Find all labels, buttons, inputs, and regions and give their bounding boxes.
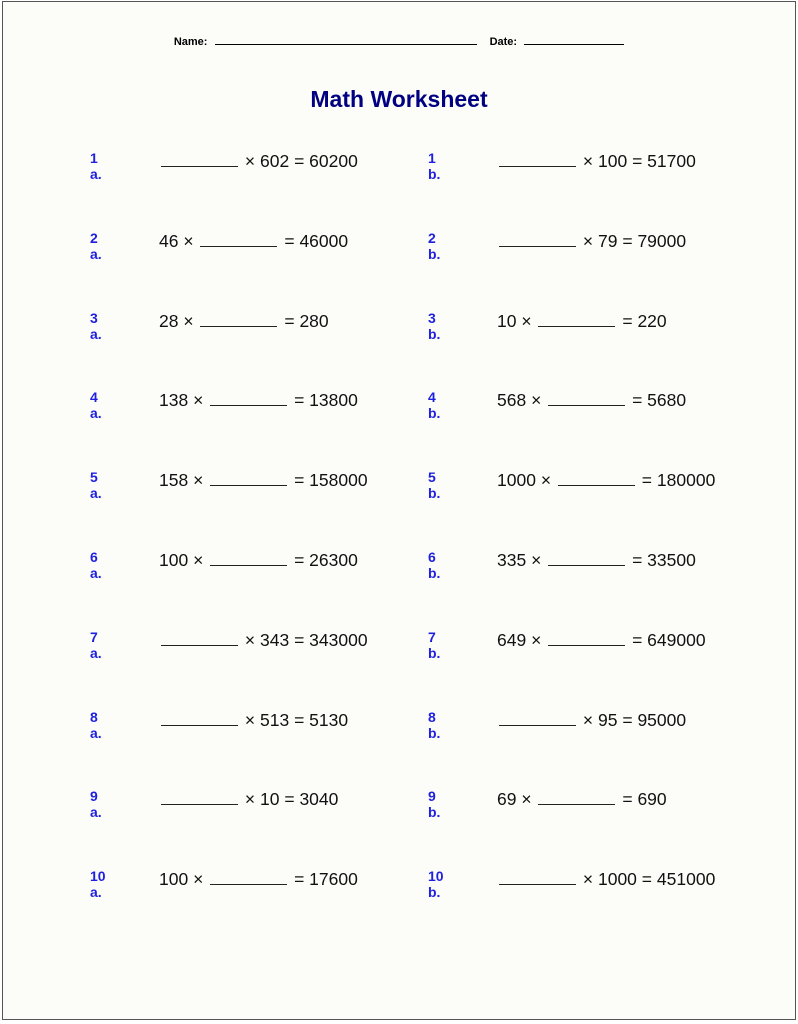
- times-sign: ×: [582, 151, 594, 171]
- times-sign: ×: [244, 629, 256, 650]
- answer-blank[interactable]: [161, 790, 238, 805]
- number: 5130: [309, 709, 349, 730]
- equals-sign: =: [622, 789, 633, 810]
- number: 1000: [597, 869, 637, 890]
- number: 95000: [637, 709, 687, 730]
- problem-expression: [159, 311, 329, 332]
- problem-label: 2 a.: [90, 229, 102, 262]
- times-sign: ×: [531, 390, 542, 411]
- number: 95: [597, 709, 618, 730]
- answer-blank[interactable]: [161, 152, 238, 167]
- number: 280: [299, 310, 329, 331]
- number: 649: [497, 629, 527, 650]
- number: 5680: [647, 390, 687, 411]
- problem-label: 8 a.: [90, 708, 102, 741]
- times-sign: ×: [540, 470, 552, 491]
- times-sign: ×: [582, 869, 594, 890]
- name-label: Name:: [173, 36, 208, 48]
- equals-sign: =: [284, 230, 295, 251]
- number: 26300: [309, 550, 358, 570]
- worksheet-page: [2, 1, 796, 1020]
- answer-blank[interactable]: [558, 471, 635, 486]
- problem-label: 10 a.: [90, 868, 106, 901]
- equals-sign: =: [641, 470, 653, 491]
- problem-label: 5 a.: [90, 469, 102, 502]
- equals-sign: =: [294, 151, 305, 171]
- equals-sign: =: [632, 629, 643, 650]
- times-sign: ×: [521, 310, 532, 331]
- answer-blank[interactable]: [499, 152, 576, 167]
- problem-label: 8 b.: [428, 708, 441, 741]
- problem-expression: [497, 231, 686, 252]
- problem-expression: [497, 710, 686, 731]
- problem-expression: [497, 390, 686, 411]
- equals-sign: =: [622, 709, 633, 730]
- times-sign: ×: [244, 151, 256, 171]
- number: 180000: [656, 470, 716, 491]
- equals-sign: =: [622, 310, 633, 331]
- answer-blank[interactable]: [210, 551, 287, 566]
- equals-sign: =: [294, 629, 305, 650]
- answer-blank[interactable]: [210, 391, 287, 406]
- problem-expression: [497, 151, 696, 172]
- number: 79: [597, 230, 618, 251]
- problem-label: 4 b.: [428, 389, 441, 422]
- problem-expression: [159, 869, 358, 890]
- answer-blank[interactable]: [548, 551, 625, 566]
- equals-sign: =: [632, 390, 643, 411]
- problem-expression: [497, 869, 715, 890]
- problem-expression: [159, 550, 358, 571]
- times-sign: ×: [193, 869, 204, 890]
- number: 3040: [299, 789, 339, 810]
- problem-expression: [159, 390, 358, 411]
- answer-blank[interactable]: [210, 870, 287, 885]
- answer-blank[interactable]: [538, 312, 615, 327]
- problem-label: 4 a.: [90, 389, 102, 422]
- times-sign: ×: [183, 230, 194, 251]
- number: 451000: [656, 869, 716, 890]
- number: 46000: [299, 230, 349, 251]
- problem-expression: [497, 789, 667, 810]
- number: 51700: [647, 151, 696, 171]
- answer-blank[interactable]: [200, 232, 277, 247]
- equals-sign: =: [632, 151, 643, 171]
- answer-blank[interactable]: [200, 312, 277, 327]
- problem-expression: [159, 630, 368, 651]
- problem-label: 9 b.: [428, 788, 441, 821]
- times-sign: ×: [193, 390, 204, 411]
- page-title: Math Worksheet: [310, 86, 488, 112]
- number: 100: [597, 151, 628, 171]
- number: 69: [497, 789, 517, 810]
- times-sign: ×: [193, 550, 204, 570]
- problem-label: 1 a.: [90, 150, 102, 182]
- times-sign: ×: [582, 230, 594, 251]
- equals-sign: =: [294, 390, 305, 411]
- problem-label: 1 b.: [428, 150, 441, 182]
- number: 60200: [309, 151, 358, 171]
- equals-sign: =: [294, 550, 305, 570]
- times-sign: ×: [183, 310, 194, 331]
- answer-blank[interactable]: [210, 471, 287, 486]
- answer-blank[interactable]: [161, 711, 238, 726]
- number: 158000: [309, 470, 368, 491]
- answer-blank[interactable]: [538, 790, 615, 805]
- problem-label: 2 b.: [428, 229, 441, 262]
- number: 100: [159, 869, 189, 890]
- problem-expression: [159, 151, 358, 172]
- times-sign: ×: [582, 709, 594, 730]
- problem-label: 9 a.: [90, 788, 102, 821]
- problem-expression: [159, 710, 348, 731]
- header: [3, 34, 795, 48]
- problem-label: 3 a.: [90, 309, 102, 342]
- problem-expression: [159, 231, 348, 252]
- number: 13800: [309, 390, 358, 411]
- number: 335: [497, 550, 527, 570]
- answer-blank[interactable]: [548, 631, 625, 646]
- times-sign: ×: [244, 709, 256, 730]
- problem-label: 7 b.: [428, 628, 441, 661]
- times-sign: ×: [531, 550, 542, 570]
- number: 158: [159, 470, 189, 491]
- number: 690: [637, 789, 667, 810]
- number: 220: [637, 310, 667, 331]
- equals-sign: =: [294, 709, 305, 730]
- problem-label: 3 b.: [428, 309, 441, 342]
- equals-sign: =: [632, 550, 643, 570]
- times-sign: ×: [193, 470, 204, 491]
- answer-blank[interactable]: [499, 711, 576, 726]
- name-blank: [215, 34, 477, 45]
- times-sign: ×: [521, 789, 532, 810]
- number: 46: [159, 230, 179, 251]
- number: 1000: [497, 470, 536, 491]
- problem-label: 5 b.: [428, 469, 441, 502]
- number: 79000: [637, 230, 687, 251]
- number: 343000: [309, 629, 368, 650]
- number: 343: [259, 629, 290, 650]
- answer-blank[interactable]: [161, 631, 238, 646]
- number: 28: [159, 310, 179, 331]
- date-label: Date:: [489, 36, 518, 48]
- problem-label: 6 a.: [90, 549, 102, 581]
- equals-sign: =: [284, 789, 295, 810]
- problem-label: 7 a.: [90, 628, 102, 661]
- problem-label: 10 b.: [428, 868, 444, 901]
- equals-sign: =: [641, 869, 653, 890]
- problem-expression: [497, 470, 715, 491]
- number: 138: [159, 390, 189, 411]
- number: 649000: [647, 629, 706, 650]
- answer-blank[interactable]: [499, 232, 576, 247]
- times-sign: ×: [244, 789, 256, 810]
- equals-sign: =: [294, 470, 305, 491]
- equals-sign: =: [284, 310, 295, 331]
- date-blank: [524, 34, 624, 45]
- number: 602: [259, 151, 290, 171]
- problem-expression: [497, 311, 667, 332]
- equals-sign: =: [622, 230, 633, 251]
- number: 10: [259, 789, 280, 810]
- problem-label: 6 b.: [428, 549, 441, 581]
- answer-blank[interactable]: [499, 870, 576, 885]
- number: 33500: [647, 550, 696, 570]
- number: 100: [159, 550, 189, 570]
- number: 10: [497, 310, 517, 331]
- number: 17600: [309, 869, 358, 890]
- problem-expression: [497, 550, 696, 571]
- problem-expression: [159, 470, 368, 491]
- problem-expression: [497, 630, 706, 651]
- equals-sign: =: [294, 869, 305, 890]
- number: 513: [259, 709, 290, 730]
- problem-expression: [159, 789, 338, 810]
- answer-blank[interactable]: [548, 391, 625, 406]
- number: 568: [497, 390, 527, 411]
- times-sign: ×: [531, 629, 542, 650]
